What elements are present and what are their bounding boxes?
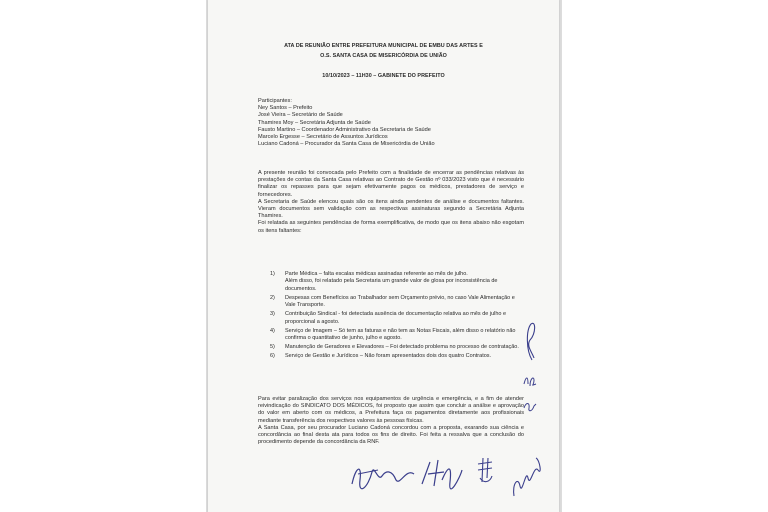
paragraph-purpose: A presente reunião foi convocada pelo Prefeito com a finalidade de encerrar as pendências relativas às prestações de contas da Santa Casa relativas ao Contrato de Gestão nº 033/2023 visto que é necessário finalizar os repasses para que sejam efetivamente pagos os médicos, prestadores de serviço e fornecedores.	[258, 170, 524, 198]
list-item-number: 5)	[270, 344, 275, 351]
list-item-number: 6)	[270, 353, 275, 360]
participant-item: José Vieira – Secretário de Saúde	[258, 112, 343, 119]
list-item-text: Serviço de Gestão e Jurídicos – Não foram apresentados dois dos quatro Contratos.	[285, 353, 492, 360]
list-item-number: 2)	[270, 294, 275, 301]
list-item	[270, 344, 526, 351]
signature-1-icon	[348, 458, 418, 492]
right-background-panel	[562, 0, 768, 512]
list-item-text: Parte Médica – falta escalas médicas assinadas referente ao mês de julho.	[285, 271, 468, 277]
paragraph-agreement: A Santa Casa, por seu procurador Luciano Cadoná concordou com a proposta, exarando sua ciência e concordância ao final desta ata para todos os fins de direito. Foi feita a ressalva que a conclusão do procedimento depende da concordância da RNF.	[258, 424, 524, 446]
signature-3-icon	[474, 456, 496, 486]
list-item-number: 4)	[270, 327, 275, 334]
paragraph-proposal: Para evitar paralização dos serviços nos equipamentos de urgência e emergência, e a fim de atender reivindicação do SINDICATO DOS MÉDICOS, foi proposto que assim que concluir a análise e aprovação do valor em aberto com os médicos, a Prefeitura faça os pagamentos diretamente aos profissionais mediante transferência dos respectivos valores às pessoas físicas.	[258, 396, 524, 424]
margin-initial-2-icon	[522, 374, 538, 388]
conclusion-text	[258, 396, 524, 446]
paragraph-list-intro: Foi relatada as seguintes pendências de forma exemplificativa, de modo que os itens abaixo não esgotam os itens faltantes:	[258, 220, 524, 234]
pending-items-list	[270, 271, 526, 362]
participant-item: Fausto Martino – Coordenador Administrativo da Secretaria de Saúde	[258, 126, 431, 133]
participants-label: Participantes:	[258, 98, 292, 104]
signature-4-icon	[508, 456, 544, 500]
document-page	[208, 0, 559, 512]
list-item-text: Manutenção de Geradores e Elevadores – Foi detectado problema no processo de contratação.	[285, 344, 519, 351]
list-item	[270, 311, 526, 326]
document-title-line-2: O.S. SANTA CASA DE MISERICÓRDIA DE UNIÃO	[320, 53, 447, 59]
list-item	[270, 271, 526, 293]
left-background-panel	[0, 0, 206, 512]
list-item-number: 1)	[270, 271, 275, 277]
document-title-line-1: ATA DE REUNIÃO ENTRE PREFEITURA MUNICIPAL DE EMBU DAS ARTES E	[284, 43, 483, 49]
meeting-date-line: 10/10/2023 – 11H30 – GABINETE DO PREFEITO	[322, 73, 445, 79]
participant-item: Ney Santos – Prefeito	[258, 105, 313, 112]
list-item	[270, 295, 526, 310]
list-item-text: Contribuição Sindical - foi detectada ausência de documentação relativa ao mês de julho e proporcional a agosto.	[285, 311, 507, 325]
list-item-text: Serviço de Imagem – Só tem as faturas e não tem as Notas Fiscais, além disso o relatório não confirma o quantitativo de junho, julho e agosto.	[285, 327, 516, 342]
participant-item: Luciano Cadoná – Procurador da Santa Casa de Misericórdia de União	[258, 141, 435, 148]
list-item	[270, 328, 526, 343]
list-item-number: 3)	[270, 311, 275, 318]
margin-initial-3-icon	[522, 400, 538, 414]
list-item-subtext: Além disso, foi relatado pela Secretaria um grande valor de glosa por inconsistência de documentos.	[285, 278, 498, 292]
margin-initial-1-icon	[522, 320, 538, 364]
participants-block	[258, 98, 524, 148]
introduction-text	[258, 170, 524, 235]
signature-2-icon	[416, 456, 466, 490]
participant-item: Marcelo Ergesse – Secretário de Assuntos Jurídicos	[258, 134, 388, 141]
list-item	[270, 353, 526, 360]
paragraph-pending-items: A Secretaria de Saúde elencou quais são os itens ainda pendentes de análise e documentos faltantes. Vieram documentos sem validação com as respectivas assinaturas segundo a Secretária Adjunta Thamires.	[258, 198, 524, 220]
list-item-text: Despesas com Benefícios ao Trabalhador sem Orçamento prévio, no caso Vale Alimentação e Vale Transporte.	[285, 294, 515, 309]
participant-item: Thamires Moy – Secretária Adjunta de Saúde	[258, 119, 371, 126]
